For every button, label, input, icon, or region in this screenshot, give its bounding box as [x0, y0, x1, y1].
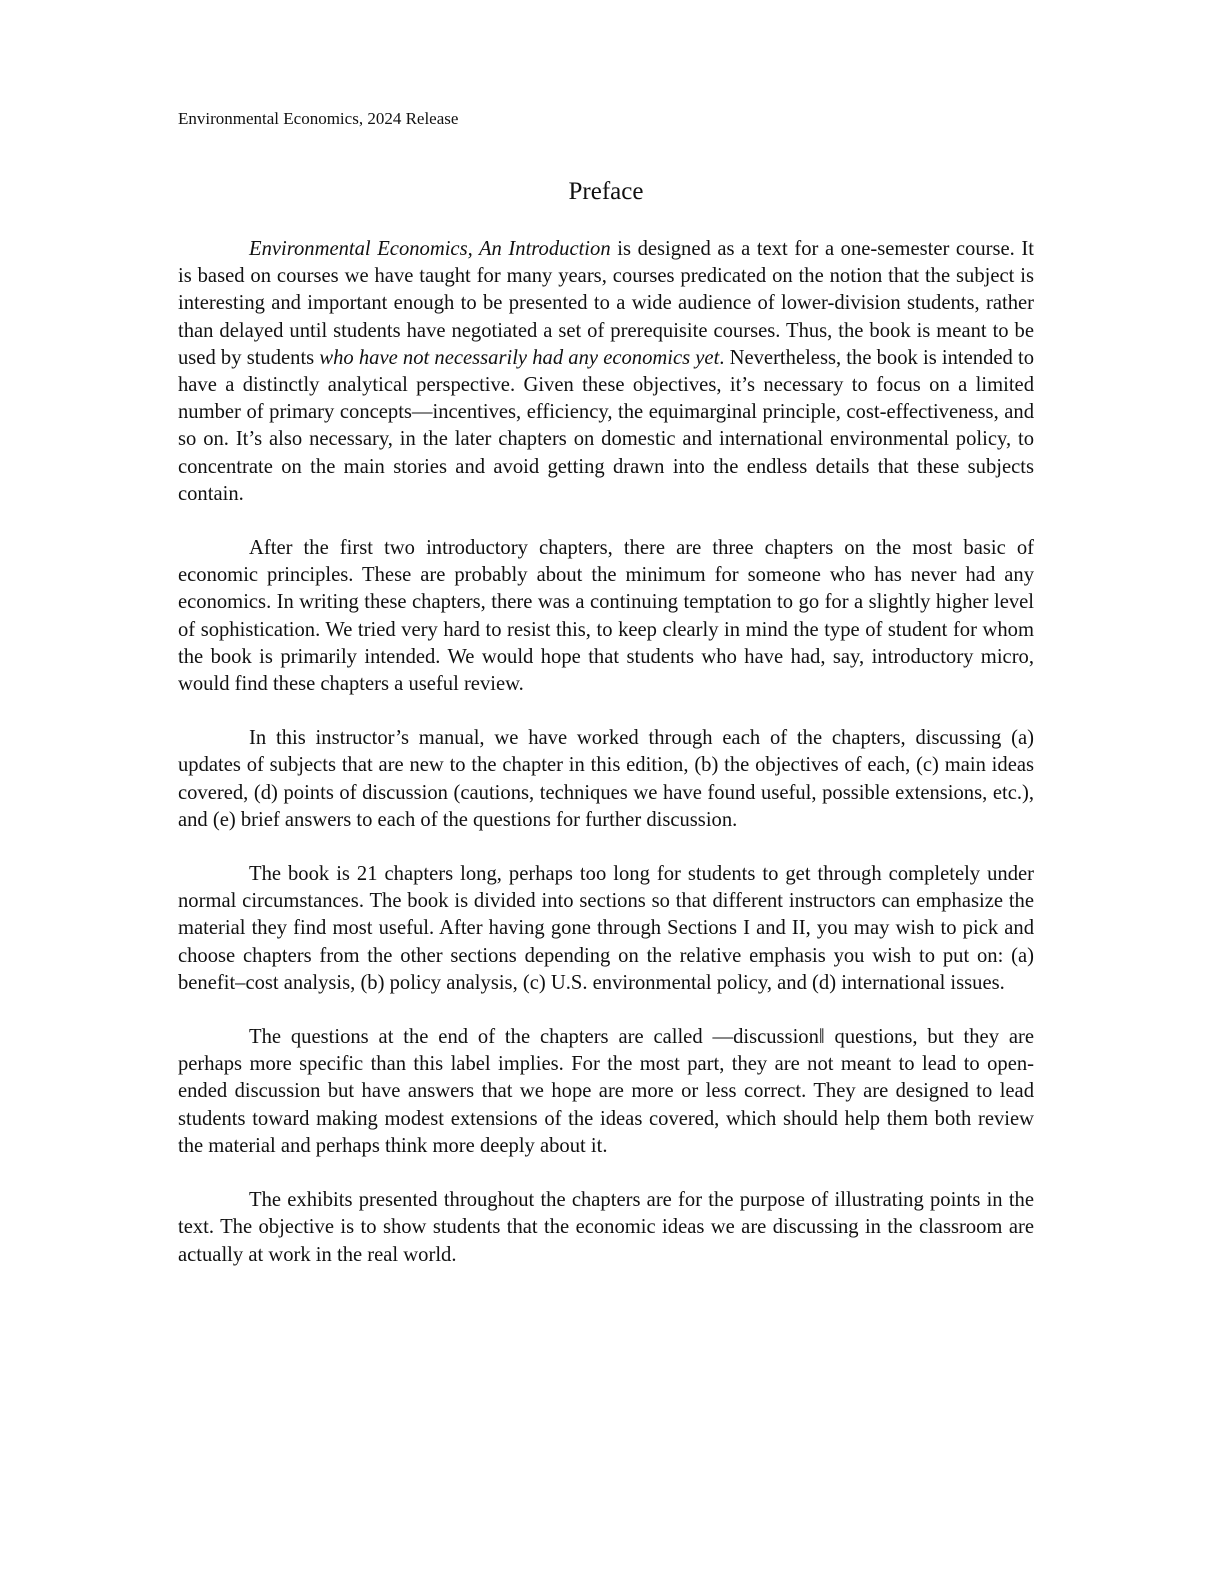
- paragraph-3: In this instructor’s manual, we have worked through each of the chapters, discussing (a) updates of subjects that are new to the chapter in this edition, (b) the objectives of each, (c) main ideas covered, (d) points of discussion (cautions, techniques we have found useful, possible extensions, etc.), and (e) brief answers to each of the questions for further discussion.: [178, 727, 1034, 831]
- paragraph-1: [178, 236, 1034, 508]
- paragraph-5: The questions at the end of the chapters are called ―discussion‖ questions, but they are perhaps more specific than this label implies. For the most part, they are not meant to lead to open-ended discussion but have answers that we hope are more or less correct. They are designed to lead students toward making modest extensions of the ideas covered, which should help them both review the material and perhaps think more deeply about it.: [178, 1026, 1034, 1157]
- paragraph-1-text-a: is designed as a text for a one-semester course. It is based on courses we have taught for many years, courses predicated on the notion that the subject is interesting and important enough to be presented to a wide audience of lower-division students, rather than delayed until students have negotiated a set of prerequisite courses. Thus, the book is meant to be used by students: [178, 238, 1034, 369]
- running-header: Environmental Economics, 2024 Release: [178, 109, 459, 128]
- italic-phrase: who have not necessarily had any economics yet: [319, 346, 720, 369]
- body-text: [178, 236, 1034, 1296]
- page-title: Preface: [568, 178, 644, 205]
- paragraph-4: The book is 21 chapters long, perhaps too long for students to get through completely under normal circumstances. The book is divided into sections so that different instructors can emphasize the material they find most useful. After having gone through Sections I and II, you may wish to pick and choose chapters from the other sections depending on the relative emphasis you wish to put on: (a) benefit–cost analysis, (b) policy analysis, (c) U.S. environmental policy, and (d) international issues.: [178, 863, 1034, 994]
- book-title-italic: Environmental Economics, An Introduction: [249, 238, 611, 260]
- paragraph-1-text-b: . Nevertheless, the book is intended to have a distinctly analytical perspective. Given these objectives, it’s necessary to focus on a limited number of primary concepts—incentives, efficiency, the equimarginal principle, cost-effectiveness, and so on. It’s also necessary, in the later chapters on domestic and international environmental policy, to concentrate on the main stories and avoid getting drawn into the endless details that these subjects contain.: [178, 346, 1035, 505]
- paragraph-6: The exhibits presented throughout the chapters are for the purpose of illustrating points in the text. The objective is to show students that the economic ideas we are discussing in the classroom are actually at work in the real world.: [178, 1189, 1034, 1266]
- paragraph-2: After the first two introductory chapters, there are three chapters on the most basic of economic principles. These are probably about the minimum for someone who has never had any economics. In writing these chapters, there was a continuing temptation to go for a slightly higher level of sophistication. We tried very hard to resist this, to keep clearly in mind the type of student for whom the book is primarily intended. We would hope that students who have had, say, introductory micro, would find these chapters a useful review.: [178, 537, 1034, 696]
